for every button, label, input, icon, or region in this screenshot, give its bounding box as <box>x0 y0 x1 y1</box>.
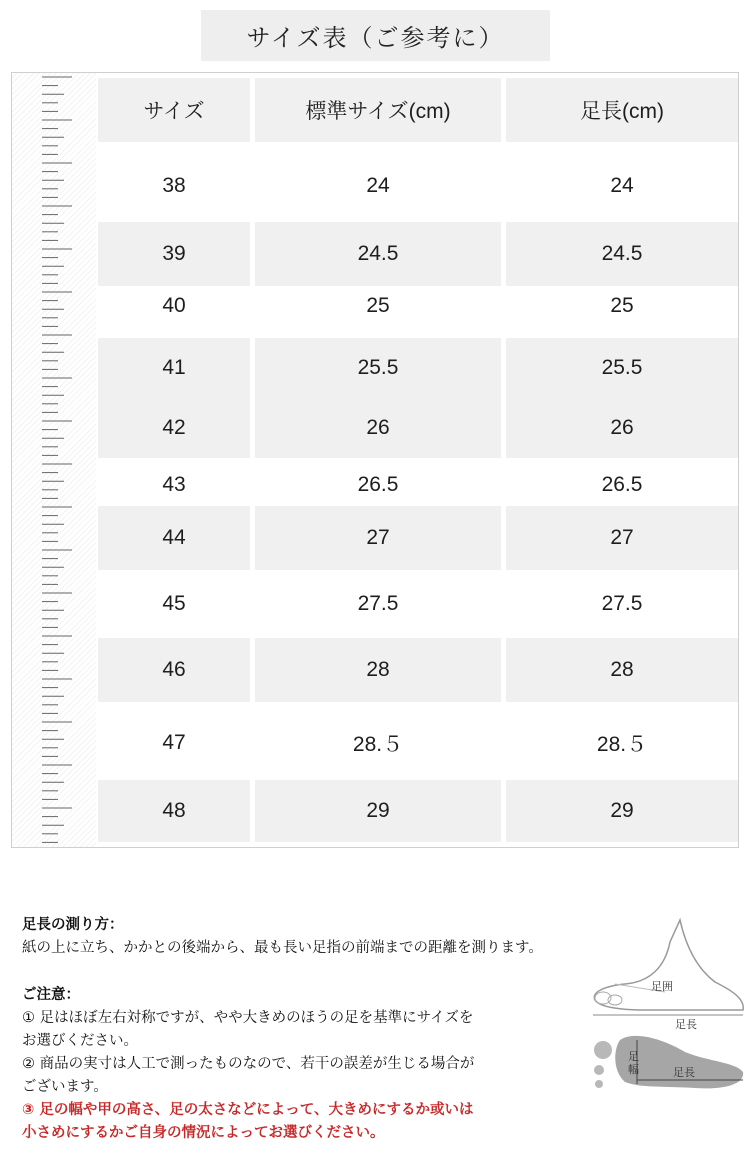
table-cell: 46 <box>98 638 250 702</box>
table-cell: 47 <box>162 731 186 754</box>
table-cell: 29 <box>506 780 738 842</box>
notes-section <box>22 914 662 1145</box>
table-cell: 26 <box>506 398 738 458</box>
caution-item: ございます。 <box>22 1079 108 1095</box>
foot-measurement-illustration <box>585 912 750 1092</box>
table-cell: 25.5 <box>255 338 501 398</box>
table-cell: 26 <box>255 398 501 458</box>
table-cell: 40 <box>162 294 186 317</box>
table-cell: 48 <box>98 780 250 842</box>
table-cell: 24.5 <box>506 222 738 286</box>
table-cell: 26.5 <box>357 473 399 496</box>
page-title <box>201 10 550 61</box>
foot-diagram-icon <box>585 912 750 1092</box>
table-cell: 42 <box>98 398 250 458</box>
table-header-cell: 標準サイズ(cm) <box>255 78 501 142</box>
table-cell: 25.5 <box>506 338 738 398</box>
table-cell: 28.５ <box>352 733 404 756</box>
table-cell: 41 <box>98 338 250 398</box>
label-length-bottom: 足長 <box>673 1066 695 1079</box>
caution-item-highlight: 小さめにするかご自身の情況によってお選びください。 <box>22 1125 385 1141</box>
caution-heading: ご注意： <box>22 987 80 1003</box>
table-header-cell: サイズ <box>98 78 250 142</box>
table-cell: 43 <box>162 473 186 496</box>
table-cell: 27 <box>255 506 501 570</box>
table-cell: 27 <box>506 506 738 570</box>
table-cell: 26.5 <box>601 473 643 496</box>
label-girth: 足囲 <box>651 980 673 993</box>
page-title-text: サイズ表（ご参考に） <box>246 24 505 52</box>
table-cell: 28 <box>255 638 501 702</box>
table-cell: 45 <box>162 592 186 615</box>
table-cell: 29 <box>255 780 501 842</box>
table-header-cell: 足長(cm) <box>506 78 738 142</box>
table-cell: 25 <box>366 294 390 317</box>
caution-item: お選びください。 <box>22 1033 138 1049</box>
label-length-top: 足長 <box>675 1018 697 1031</box>
table-cell: 24.5 <box>255 222 501 286</box>
table-cell: 38 <box>162 174 186 197</box>
table-cell: 24 <box>610 174 634 197</box>
table-cell: 27.5 <box>601 592 643 615</box>
table-cell: 27.5 <box>357 592 399 615</box>
ruler-decoration <box>12 73 96 847</box>
table-cell: 28 <box>506 638 738 702</box>
table-cell: 44 <box>98 506 250 570</box>
table-cell: 28.５ <box>596 733 648 756</box>
table-cell: 25 <box>610 294 634 317</box>
measure-text: 紙の上に立ち、かかとの後端から、最も長い足指の前端までの距離を測ります。 <box>22 940 543 956</box>
label-width: 足幅 <box>628 1050 639 1076</box>
table-cell: 24 <box>366 174 390 197</box>
table-cell: 39 <box>98 222 250 286</box>
caution-item: ② 商品の実寸は人工で測ったものなので、若干の誤差が生じる場合が <box>22 1056 475 1072</box>
caution-item: ① 足はほぼ左右対称ですが、やや大きめのほうの足を基準にサイズを <box>22 1010 474 1026</box>
measure-heading: 足長の測り方： <box>22 917 124 933</box>
ruler-ticks-icon <box>12 73 96 847</box>
caution-item-highlight: ③ 足の幅や甲の高さ、足の太さなどによって、大きめにするか或いは <box>22 1102 474 1118</box>
